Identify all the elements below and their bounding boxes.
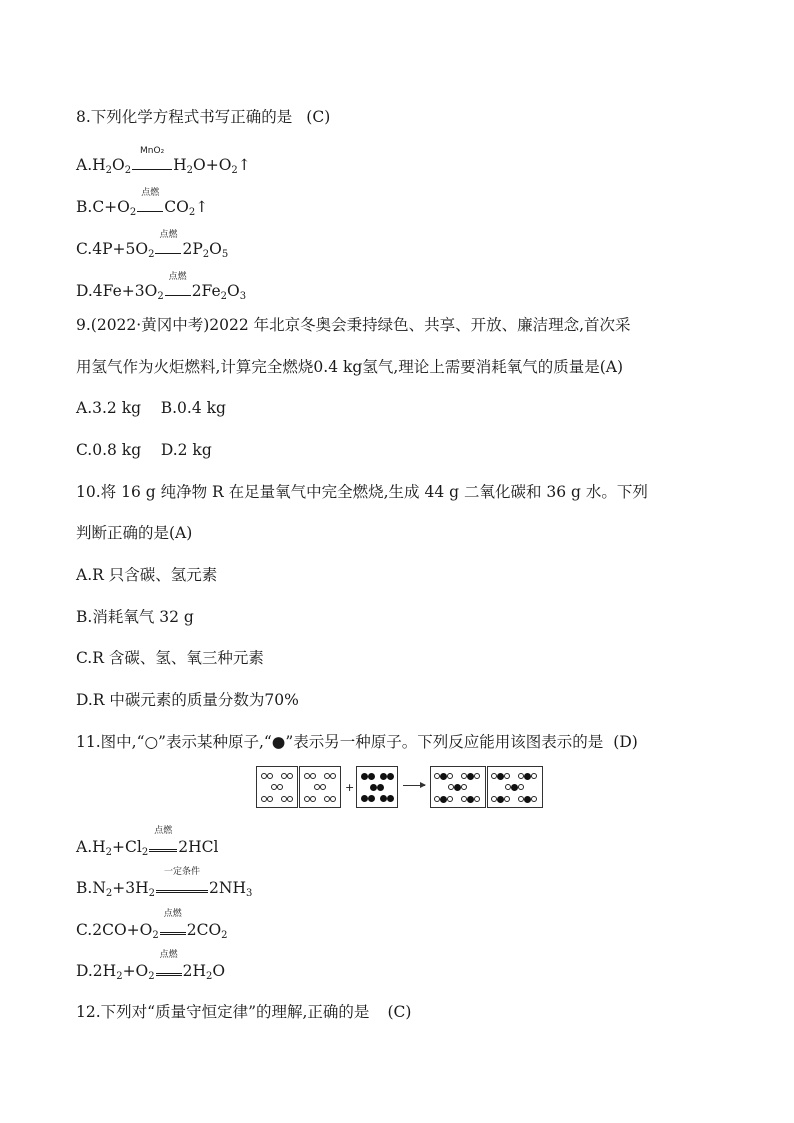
- q9-options-ab: A.3.2 kg B.0.4 kg: [76, 399, 226, 417]
- q8-a-condition: MnO₂: [140, 146, 165, 156]
- q8-b-condition: 点燃: [141, 188, 160, 198]
- q8-d-condition: 点燃: [168, 272, 187, 282]
- q11-c-condition: 点燃: [163, 909, 182, 919]
- q10-option-d: D.R 中碳元素的质量分数为70%: [76, 691, 299, 709]
- reactant-box-white-1: [256, 766, 298, 808]
- q9-line2: 用氢气作为火炬燃料,计算完全燃烧0.4 kg氢气,理论上需要消耗氧气的质量是(A): [76, 358, 624, 376]
- reactant-box-black: [356, 766, 398, 808]
- q8-answer: (C): [306, 108, 331, 126]
- q8-option-a: $A.H_2O_2$ MnO₂ $H_2O+O_2↑$: [76, 146, 251, 176]
- q12-answer: (C): [387, 1003, 412, 1021]
- q8-option-b: $B.C+O_2$ 点燃 $CO_2↑$: [76, 188, 209, 218]
- q10-line2: 判断正确的是(A): [76, 524, 193, 542]
- q9-options-cd: C.0.8 kg D.2 kg: [76, 441, 212, 459]
- q11-option-c: $C.2CO+O_2$ 点燃 $2CO_2$: [76, 909, 228, 941]
- q12-stem: 12.下列对“质量守恒定律”的理解,正确的是 (C): [76, 1003, 412, 1021]
- q11-option-d: $D.2H_2+O_2$ 点燃 $2H_2O$: [76, 950, 226, 982]
- q11-option-a: $A.H_2+Cl_2$ 点燃 2HCl: [76, 826, 219, 858]
- q11-a-condition: 点燃: [154, 826, 173, 836]
- q11-answer: (D): [613, 733, 638, 751]
- plus-sign: +: [345, 781, 355, 794]
- q11-stem: 11.图中,“○”表示某种原子,“●”表示另一种原子。下列反应能用该图表示的是 (D): [76, 733, 638, 751]
- product-box-1: [430, 766, 486, 808]
- q11-d-condition: 点燃: [159, 950, 178, 960]
- q10-option-b: B.消耗氧气 32 g: [76, 608, 194, 626]
- q10-option-a: A.R 只含碳、氢元素: [76, 566, 218, 584]
- q11-b-condition: 一定条件: [164, 867, 201, 877]
- reaction-arrow: [403, 785, 425, 786]
- q10-option-c: C.R 含碳、氢、氧三种元素: [76, 649, 264, 667]
- reactant-box-white-2: [299, 766, 341, 808]
- q10-line1: 10.将 16 g 纯净物 R 在足量氧气中完全燃烧,生成 44 g 二氧化碳和 36 g 水。下列: [76, 483, 648, 501]
- q8-option-d: $D.4Fe+3O_2$ 点燃 $2Fe_2O_3$: [76, 272, 247, 302]
- q8-c-condition: 点燃: [159, 230, 178, 240]
- product-box-2: [487, 766, 543, 808]
- q9-line1: 9.(2022·黄冈中考)2022 年北京冬奥会秉持绿色、共享、开放、廉洁理念,首次采: [76, 316, 631, 334]
- q8-stem: 8.下列化学方程式书写正确的是 (C): [76, 108, 331, 126]
- q11-option-b: $B.N_2+3H_2$ 一定条件 $2NH_3$: [76, 867, 253, 899]
- q8-option-c: $C.4P+5O_2$ 点燃 $2P_2O_5$: [76, 230, 229, 260]
